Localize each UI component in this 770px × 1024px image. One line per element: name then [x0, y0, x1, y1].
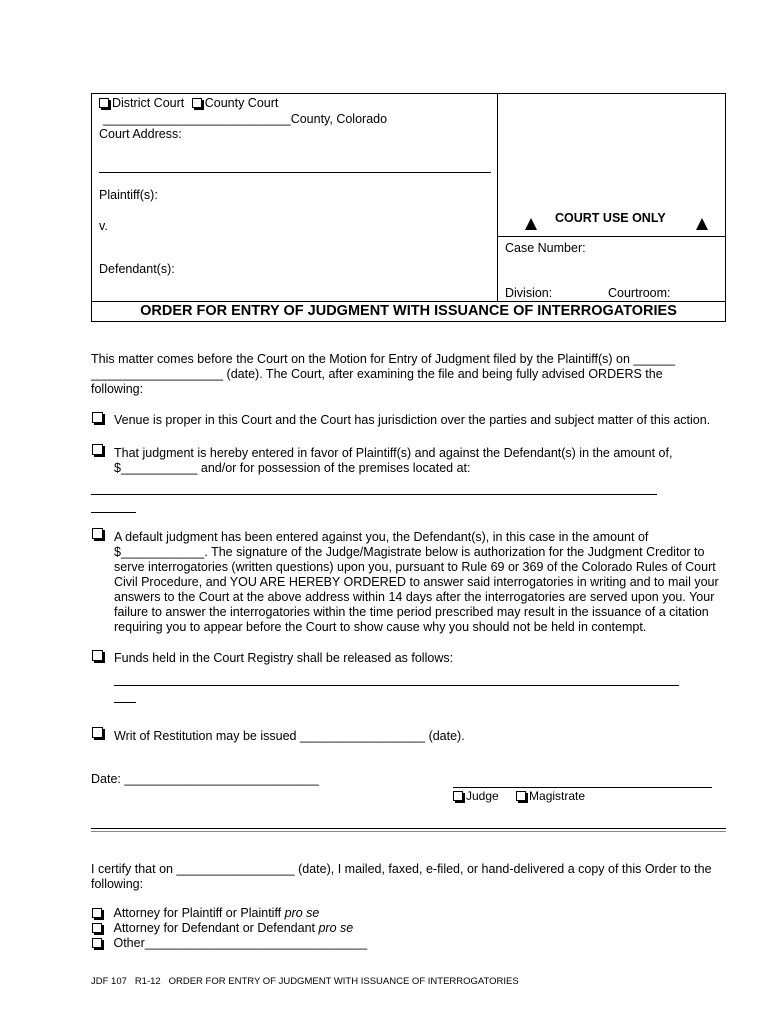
district-court-checkbox[interactable]: [99, 98, 109, 108]
default-judgment-line-3: serve interrogatories (written questions) upon you, pursuant to Rule 69 or 369 of the Colorado Rules of Court: [114, 560, 716, 574]
page-footer: JDF 107 R1-12 ORDER FOR ENTRY OF JUDGMENT WITH ISSUANCE OF INTERROGATORIES: [91, 976, 519, 987]
venue-checkbox[interactable]: [92, 412, 103, 423]
recipient-other: [92, 936, 367, 951]
case-number-label: Case Number:: [505, 241, 586, 255]
signature-roles: [453, 789, 585, 803]
funds-line-continued: [114, 702, 136, 703]
judge-checkbox[interactable]: [453, 791, 463, 801]
recipient-other-label: Other________________________________: [113, 936, 368, 950]
separator-rule-top: [91, 828, 726, 829]
recipients-list: [92, 906, 367, 951]
default-judgment-line-1: A default judgment has been entered against you, the Defendant(s), in this case in the amount of: [114, 530, 649, 544]
default-judgment-paragraph: [114, 530, 719, 635]
court-address-line: [99, 172, 491, 173]
date-label: Date: ____________________________: [91, 772, 320, 786]
funds-text: Funds held in the Court Registry shall be released as follows:: [114, 651, 454, 665]
page-title: ORDER FOR ENTRY OF JUDGMENT WITH ISSUANCE OF INTERROGATORIES: [140, 303, 677, 319]
pro-se-plaintiff: pro se: [284, 906, 320, 920]
courtroom-label: Courtroom:: [608, 286, 671, 300]
magistrate-label: Magistrate: [529, 789, 586, 803]
intro-line-3: following:: [91, 382, 144, 396]
funds-line: [114, 685, 679, 686]
recipient-defendant: [92, 921, 367, 936]
writ-text: Writ of Restitution may be issued __________________ (date).: [114, 729, 465, 743]
court-type-row: [99, 96, 278, 110]
certify-line-2: following:: [91, 877, 144, 891]
premises-line-continued: [91, 512, 136, 513]
other-checkbox[interactable]: [92, 938, 102, 948]
judge-label: Judge: [466, 789, 499, 803]
recipient-plaintiff-label: Attorney for Plaintiff or Plaintiff: [113, 906, 285, 920]
funds-checkbox[interactable]: [92, 650, 103, 661]
default-judgment-checkbox[interactable]: [92, 528, 103, 539]
default-judgment-line-5: answers to the Court at the above address within 14 days after the interrogatories are served upon you. Your: [114, 590, 715, 604]
plaintiff-checkbox[interactable]: [92, 908, 102, 918]
division-label: Division:: [505, 286, 553, 300]
venue-text: Venue is proper in this Court and the Court has jurisdiction over the parties and subject matter of this action.: [114, 413, 711, 427]
defendant-checkbox[interactable]: [92, 923, 102, 933]
arrow-up-left-icon: [525, 218, 537, 230]
judgment-checkbox[interactable]: [92, 444, 103, 455]
arrow-up-right-icon: [696, 218, 708, 230]
default-judgment-line-4: Civil Procedure, and YOU ARE HEREBY ORDERED to answer said interrogatories in writing and to mail your: [114, 575, 719, 589]
default-judgment-line-6: failure to answer the interrogatories within the time period prescribed may result in the issuance of a citation: [114, 605, 709, 619]
intro-line-1: This matter comes before the Court on the Motion for Entry of Judgment filed by the Plaintiff(s) on ______: [91, 352, 676, 366]
default-judgment-line-2: $____________. The signature of the Judge/Magistrate below is authorization for the Judgment Creditor to: [114, 545, 705, 559]
intro-paragraph: [91, 352, 724, 397]
judgment-line-2: $___________ and/or for possession of the premises located at:: [114, 461, 471, 475]
default-judgment-line-7: requiring you to appear before the Court to show cause why you should not be held in contempt.: [114, 620, 647, 634]
district-court-label: District Court: [112, 96, 185, 110]
magistrate-checkbox[interactable]: [516, 791, 526, 801]
separator-rule-bottom: [91, 831, 726, 832]
certify-line-1: I certify that on _________________ (date), I mailed, faxed, e-filed, or hand-delivered a copy of this Order to the: [91, 862, 712, 876]
premises-line: [91, 494, 657, 495]
judgment-paragraph: [114, 446, 672, 476]
intro-line-2: ___________________ (date). The Court, after examining the file and being fully advised ORDERS the: [91, 367, 663, 381]
judgment-line-1: That judgment is hereby entered in favor of Plaintiff(s) and against the Defendant(s) in the amount of,: [114, 446, 673, 460]
county-line: ___________________________County, Colorado: [103, 112, 388, 126]
recipient-defendant-label: Attorney for Defendant or Defendant: [113, 921, 319, 935]
caption-divider: [497, 93, 498, 302]
plaintiffs-label: Plaintiff(s):: [99, 188, 158, 202]
case-number-rule: [497, 236, 726, 237]
court-address-label: Court Address:: [99, 127, 182, 141]
county-court-checkbox[interactable]: [192, 98, 202, 108]
title-top-rule: [91, 301, 726, 302]
versus-label: v.: [99, 219, 108, 233]
writ-checkbox[interactable]: [92, 727, 103, 738]
certify-paragraph: [91, 862, 724, 892]
signature-line: [453, 787, 712, 788]
pro-se-defendant: pro se: [318, 921, 354, 935]
recipient-plaintiff: [92, 906, 367, 921]
court-use-only-label: COURT USE ONLY: [555, 211, 666, 225]
county-court-label: County Court: [204, 96, 279, 110]
defendants-label: Defendant(s):: [99, 262, 175, 276]
